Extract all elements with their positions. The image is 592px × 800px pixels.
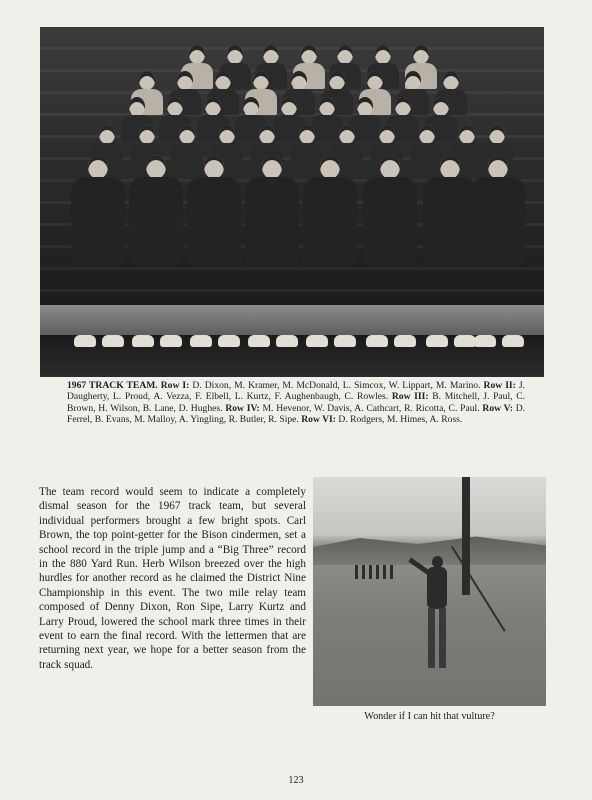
thrower-body bbox=[427, 567, 447, 609]
athlete-figure bbox=[184, 155, 244, 265]
bench bbox=[40, 305, 544, 335]
field-photo bbox=[313, 477, 546, 706]
team-photo-caption bbox=[67, 380, 525, 426]
sneaker bbox=[366, 335, 388, 347]
athlete-figure bbox=[360, 155, 420, 265]
caption-row-names: D. Rodgers, M. Himes, A. Ross. bbox=[338, 414, 463, 426]
sneaker bbox=[74, 335, 96, 347]
sneaker bbox=[218, 335, 240, 347]
thrower-legs bbox=[428, 608, 446, 668]
sneaker bbox=[276, 335, 298, 347]
caption-row-names: D. Dixon, M. Kramer, M. McDonald, L. Simcox, W. Lippart, M. Marino. bbox=[192, 380, 481, 391]
sneaker bbox=[426, 335, 448, 347]
sneaker bbox=[102, 335, 124, 347]
team-photo bbox=[40, 27, 544, 377]
caption-row-label: Row VI: bbox=[301, 414, 336, 426]
sneaker bbox=[190, 335, 212, 347]
caption-row-names: M. Hevenor, W. Davis, A. Cathcart, R. Ricotta, C. Paul. bbox=[262, 402, 480, 414]
caption-row-label: Row I: bbox=[160, 380, 190, 391]
caption-row-label: Row IV: bbox=[225, 402, 260, 414]
athlete-figure bbox=[126, 155, 186, 265]
athlete-figure bbox=[242, 155, 302, 265]
spectators bbox=[355, 565, 395, 579]
sneaker bbox=[132, 335, 154, 347]
page-number: 123 bbox=[288, 775, 304, 786]
caption-row-names: B. Mitchell, J. Paul, C. Brown, H. Wilson, B. Lane, D. Hughes. bbox=[67, 391, 525, 414]
caption-title: 1967 TRACK TEAM. bbox=[67, 380, 158, 391]
caption-row-names: D. Ferrel, B. Evans, M. Malloy, A. Yingling, R. Butler, R. Sipe. bbox=[67, 402, 526, 426]
athlete-figure bbox=[300, 155, 360, 265]
athlete-figure bbox=[468, 155, 528, 265]
sneaker bbox=[394, 335, 416, 347]
sneaker bbox=[454, 335, 476, 347]
distant-hills bbox=[313, 535, 546, 565]
athlete-figure bbox=[68, 155, 128, 265]
field-photo-caption: Wonder if I can hit that vulture? bbox=[364, 711, 495, 722]
sneaker bbox=[334, 335, 356, 347]
caption-row-names: J. Daugherty, L. Proud, A. Vezza, F. Elbell, L. Kurtz, F. Aughenbaugh, C. Rowles. bbox=[67, 380, 526, 403]
sneaker bbox=[502, 335, 524, 347]
sneaker bbox=[160, 335, 182, 347]
caption-row-label: Row II: bbox=[483, 380, 516, 391]
utility-pole bbox=[462, 477, 470, 595]
article-body: The team record would seem to indicate a completely dismal season for the 1967 track team, but several individual performers brought a few bright spots. Carl Brown, the top point-getter for the Bison cindermen, set a school record in the triple jump and a “Big Three” record in the 880 Yard Run. Herb Wilson breezed over the high hurdles for another record as he claimed the District Nine Championship in this event. The two mile relay team composed of Denny Dixon, Ron Sipe, Larry Kurtz and Larry Proud, lowered the school mark three times in their event to earn the final record. With the lettermen that are returning next year, we hope for a better season from the track squad. bbox=[39, 486, 306, 671]
sneaker bbox=[474, 335, 496, 347]
sneaker bbox=[248, 335, 270, 347]
caption-row-label: Row III: bbox=[391, 391, 429, 403]
caption-row-label: Row V: bbox=[482, 402, 513, 414]
sneaker bbox=[306, 335, 328, 347]
